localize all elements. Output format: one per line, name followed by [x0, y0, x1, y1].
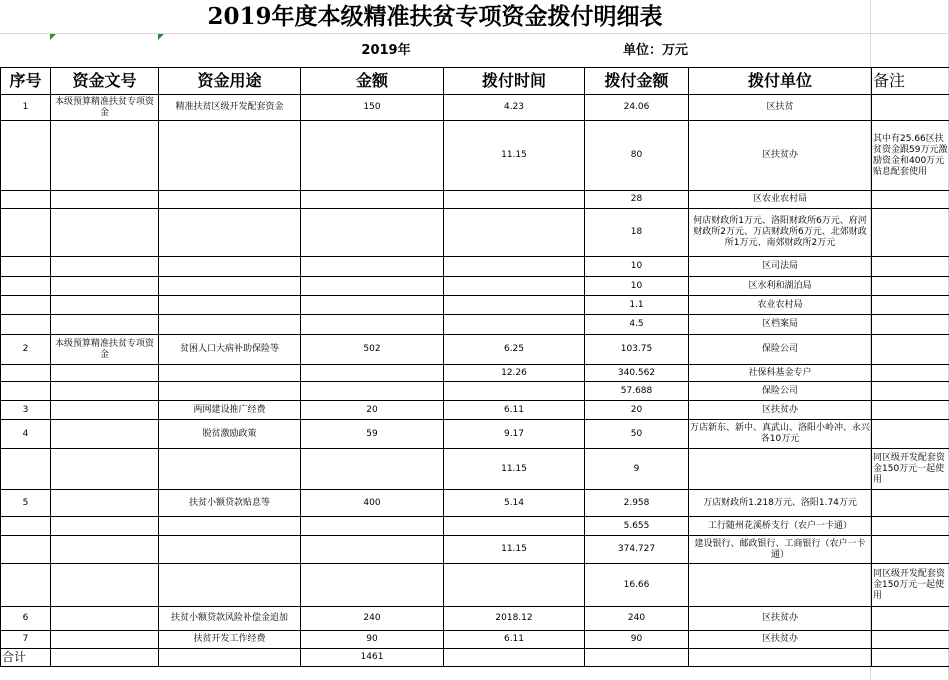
table-cell[interactable]: [689, 449, 872, 490]
table-cell[interactable]: 农业农村局: [689, 296, 872, 315]
total-row: [1, 649, 949, 667]
table-cell[interactable]: [301, 209, 444, 257]
table-cell[interactable]: 区扶贫: [689, 95, 872, 121]
table-row: [1, 209, 949, 257]
table-cell[interactable]: [872, 382, 949, 401]
table-cell[interactable]: [159, 277, 301, 296]
table-row: [1, 517, 949, 536]
table-cell[interactable]: [444, 382, 585, 401]
table-cell[interactable]: 80: [585, 121, 689, 191]
table-cell[interactable]: [159, 382, 301, 401]
table-cell[interactable]: 区水利和湖泊局: [689, 277, 872, 296]
table-row: [1, 191, 949, 209]
table-cell[interactable]: [159, 257, 301, 277]
table-cell[interactable]: [872, 536, 949, 564]
table-cell[interactable]: 50: [585, 420, 689, 449]
table-row: [1, 564, 949, 607]
table-cell[interactable]: [159, 564, 301, 607]
table-cell[interactable]: 28: [585, 191, 689, 209]
table-cell[interactable]: [689, 649, 872, 667]
table-cell[interactable]: [444, 315, 585, 335]
table-cell[interactable]: [1, 365, 51, 382]
table-row: [1, 631, 949, 649]
table-cell[interactable]: 16.66: [585, 564, 689, 607]
table-cell[interactable]: 2.958: [585, 490, 689, 517]
table-cell[interactable]: 扶贫小额贷款风险补偿金追加: [159, 607, 301, 631]
table-row: [1, 420, 949, 449]
table-cell[interactable]: 精准扶贫区级开发配套资金: [159, 95, 301, 121]
table-cell[interactable]: [51, 420, 159, 449]
table-cell[interactable]: [444, 257, 585, 277]
sheet-title[interactable]: 2019年度本级精准扶贫专项资金拨付明细表: [207, 3, 663, 30]
table-cell[interactable]: [51, 209, 159, 257]
table-cell[interactable]: [159, 191, 301, 209]
table-cell[interactable]: 59: [301, 420, 444, 449]
table-cell[interactable]: 57.688: [585, 382, 689, 401]
table-cell[interactable]: [159, 449, 301, 490]
table-cell[interactable]: [1, 315, 51, 335]
table-cell[interactable]: [1, 382, 51, 401]
table-cell[interactable]: [872, 517, 949, 536]
table-cell[interactable]: [159, 649, 301, 667]
table-cell[interactable]: [301, 257, 444, 277]
table-cell[interactable]: [301, 449, 444, 490]
table-cell[interactable]: 240: [301, 607, 444, 631]
table-cell[interactable]: [51, 315, 159, 335]
table-cell[interactable]: 502: [301, 335, 444, 365]
table-cell[interactable]: 11.15: [444, 536, 585, 564]
table-cell[interactable]: [872, 209, 949, 257]
table-cell[interactable]: [1, 277, 51, 296]
table-cell[interactable]: [301, 517, 444, 536]
table-cell[interactable]: 2: [1, 335, 51, 365]
table-cell[interactable]: 24.06: [585, 95, 689, 121]
table-cell[interactable]: [1, 121, 51, 191]
table-cell[interactable]: [51, 449, 159, 490]
table-row: [1, 277, 949, 296]
table-cell[interactable]: [872, 277, 949, 296]
table-cell[interactable]: 本级预算精准扶贫专项资金: [51, 95, 159, 121]
table-cell[interactable]: [51, 365, 159, 382]
header-row: [1, 68, 949, 95]
table-cell[interactable]: 脱贫激励政策: [159, 420, 301, 449]
table-row: [1, 257, 949, 277]
table-cell[interactable]: 9: [585, 449, 689, 490]
header-cell[interactable]: 资金文号: [51, 68, 159, 95]
header-cell[interactable]: 拨付单位: [689, 68, 872, 95]
table-cell[interactable]: [51, 631, 159, 649]
table-cell[interactable]: [51, 191, 159, 209]
table-cell[interactable]: [872, 420, 949, 449]
table-cell[interactable]: [872, 401, 949, 420]
table-cell[interactable]: 12.26: [444, 365, 585, 382]
table-cell[interactable]: 扶贫小额贷款贴息等: [159, 490, 301, 517]
table-cell[interactable]: [159, 209, 301, 257]
unit-label[interactable]: 单位：万元: [622, 43, 688, 58]
table-cell[interactable]: 3: [1, 401, 51, 420]
table-cell[interactable]: [872, 191, 949, 209]
table-cell[interactable]: [51, 121, 159, 191]
table-cell[interactable]: 400: [301, 490, 444, 517]
table-cell[interactable]: [872, 257, 949, 277]
table-cell[interactable]: 4.23: [444, 95, 585, 121]
table-cell[interactable]: 6: [1, 607, 51, 631]
table-cell[interactable]: [444, 296, 585, 315]
table-cell[interactable]: 扶贫开发工作经费: [159, 631, 301, 649]
table-row: [1, 315, 949, 335]
table-cell[interactable]: 万店新东、新中、真武山、洛阳小岭冲、永兴各10万元: [689, 420, 872, 449]
table-cell[interactable]: [51, 296, 159, 315]
table-cell[interactable]: 保险公司: [689, 382, 872, 401]
table-cell[interactable]: 保险公司: [689, 335, 872, 365]
table-cell[interactable]: 11.15: [444, 121, 585, 191]
table-cell[interactable]: 20: [585, 401, 689, 420]
table-cell[interactable]: 9.17: [444, 420, 585, 449]
table-cell[interactable]: [872, 335, 949, 365]
table-row: [1, 95, 949, 121]
table-cell[interactable]: 90: [301, 631, 444, 649]
table-cell[interactable]: 贫困人口大病补助保险等: [159, 335, 301, 365]
table-cell[interactable]: [51, 277, 159, 296]
table-cell[interactable]: [51, 536, 159, 564]
table-cell[interactable]: [51, 564, 159, 607]
cell-comment-marker: [50, 34, 56, 40]
table-row: [1, 607, 949, 631]
table-cell[interactable]: 区扶贫办: [689, 401, 872, 420]
header-cell[interactable]: 拨付金额: [585, 68, 689, 95]
table-cell[interactable]: 5.14: [444, 490, 585, 517]
table-cell[interactable]: [301, 296, 444, 315]
table-cell[interactable]: 两网建设推广经费: [159, 401, 301, 420]
table-row: [1, 121, 949, 191]
year-label[interactable]: 2019年: [361, 43, 411, 58]
table-cell[interactable]: [872, 631, 949, 649]
table-cell[interactable]: [51, 257, 159, 277]
table-cell[interactable]: 10: [585, 277, 689, 296]
table-cell[interactable]: [1, 517, 51, 536]
table-cell[interactable]: [1, 257, 51, 277]
table-cell[interactable]: [444, 191, 585, 209]
total-label[interactable]: 合计: [1, 649, 51, 667]
table-cell[interactable]: 6.11: [444, 631, 585, 649]
table-row: [1, 335, 949, 365]
table-cell[interactable]: [872, 365, 949, 382]
table-row: [1, 296, 949, 315]
table-cell[interactable]: 2018.12: [444, 607, 585, 631]
table-cell[interactable]: [872, 315, 949, 335]
table-cell[interactable]: 5.655: [585, 517, 689, 536]
table-cell[interactable]: [444, 209, 585, 257]
table-cell[interactable]: [444, 564, 585, 607]
table-cell[interactable]: 240: [585, 607, 689, 631]
header-cell[interactable]: 资金用途: [159, 68, 301, 95]
table-row: [1, 382, 949, 401]
table-cell[interactable]: [872, 490, 949, 517]
table-cell[interactable]: [872, 296, 949, 315]
table-cell[interactable]: 区档案局: [689, 315, 872, 335]
table-row: [1, 449, 949, 490]
table-cell[interactable]: 4: [1, 420, 51, 449]
table-cell[interactable]: [159, 315, 301, 335]
table-cell[interactable]: [51, 382, 159, 401]
table-cell[interactable]: [51, 607, 159, 631]
table-cell[interactable]: 工行随州花溪桥支行（农户一卡通）: [689, 517, 872, 536]
table-cell[interactable]: [301, 121, 444, 191]
table-cell[interactable]: 区扶贫办: [689, 607, 872, 631]
table-cell[interactable]: [301, 315, 444, 335]
table-cell[interactable]: [1, 449, 51, 490]
header-cell[interactable]: 备注: [872, 68, 949, 95]
table-cell[interactable]: [301, 277, 444, 296]
table-cell[interactable]: 11.15: [444, 449, 585, 490]
table-cell[interactable]: 5: [1, 490, 51, 517]
table-cell[interactable]: 340.562: [585, 365, 689, 382]
table-cell[interactable]: [301, 365, 444, 382]
header-cell[interactable]: 序号: [1, 68, 51, 95]
table-cell[interactable]: [159, 296, 301, 315]
table-cell[interactable]: [159, 365, 301, 382]
table-cell[interactable]: 区扶贫办: [689, 631, 872, 649]
table-cell[interactable]: 区农业农村局: [689, 191, 872, 209]
table-cell[interactable]: 10: [585, 257, 689, 277]
table-cell[interactable]: 150: [301, 95, 444, 121]
table-cell[interactable]: [301, 536, 444, 564]
table-cell[interactable]: 建设银行、邮政银行、工商银行（农户一卡通）: [689, 536, 872, 564]
table-cell[interactable]: [444, 277, 585, 296]
table-cell[interactable]: [689, 564, 872, 607]
table-cell[interactable]: 何店财政所1万元、洛阳财政所6万元、府河财政所2万元、万店财政所6万元、北郊财政所1万元、南郊财政所2万元: [689, 209, 872, 257]
table-cell[interactable]: [51, 517, 159, 536]
table-cell[interactable]: [444, 517, 585, 536]
table-cell[interactable]: [585, 649, 689, 667]
table-cell[interactable]: [159, 517, 301, 536]
table-cell[interactable]: 区扶贫办: [689, 121, 872, 191]
table-cell[interactable]: [301, 382, 444, 401]
table-cell[interactable]: [1, 191, 51, 209]
total-amount[interactable]: 1461: [301, 649, 444, 667]
table-cell[interactable]: 20: [301, 401, 444, 420]
table-cell[interactable]: 6.11: [444, 401, 585, 420]
table-cell[interactable]: 374.727: [585, 536, 689, 564]
table-cell[interactable]: 90: [585, 631, 689, 649]
table-cell[interactable]: 本级预算精准扶贫专项资金: [51, 335, 159, 365]
table-cell[interactable]: [301, 564, 444, 607]
table-cell[interactable]: 6.25: [444, 335, 585, 365]
table-cell[interactable]: [1, 296, 51, 315]
table-cell[interactable]: [1, 536, 51, 564]
table-row: [1, 536, 949, 564]
table-cell[interactable]: 1.1: [585, 296, 689, 315]
table-row: [1, 365, 949, 382]
table-cell[interactable]: [51, 490, 159, 517]
table-cell[interactable]: 103.75: [585, 335, 689, 365]
detail-table: [0, 67, 949, 667]
table-cell[interactable]: [1, 564, 51, 607]
table-cell[interactable]: [872, 649, 949, 667]
table-cell[interactable]: 社保科基金专户: [689, 365, 872, 382]
table-cell[interactable]: 7: [1, 631, 51, 649]
table-cell[interactable]: 同区级开发配套资金150万元一起使用: [872, 564, 949, 607]
header-cell[interactable]: 金额: [301, 68, 444, 95]
table-cell[interactable]: [159, 536, 301, 564]
table-cell[interactable]: 同区级开发配套资金150万元一起使用: [872, 449, 949, 490]
table-cell[interactable]: 区司法局: [689, 257, 872, 277]
table-cell[interactable]: [872, 95, 949, 121]
header-cell[interactable]: 拨付时间: [444, 68, 585, 95]
table-cell[interactable]: [51, 649, 159, 667]
table-cell[interactable]: [159, 121, 301, 191]
table-row: [1, 490, 949, 517]
table-cell[interactable]: 1: [1, 95, 51, 121]
table-cell[interactable]: 18: [585, 209, 689, 257]
table-cell[interactable]: 万店财政所1.218万元、洛阳1.74万元: [689, 490, 872, 517]
table-cell[interactable]: [872, 607, 949, 631]
table-cell[interactable]: [51, 401, 159, 420]
table-cell[interactable]: 4.5: [585, 315, 689, 335]
cell-comment-marker: [158, 34, 164, 40]
table-cell[interactable]: [1, 209, 51, 257]
table-cell[interactable]: [301, 191, 444, 209]
table-cell[interactable]: [444, 649, 585, 667]
table-cell[interactable]: 其中有25.66区扶贫资金跟59万元激励资金和400万元贴息配套使用: [872, 121, 949, 191]
table-row: [1, 401, 949, 420]
